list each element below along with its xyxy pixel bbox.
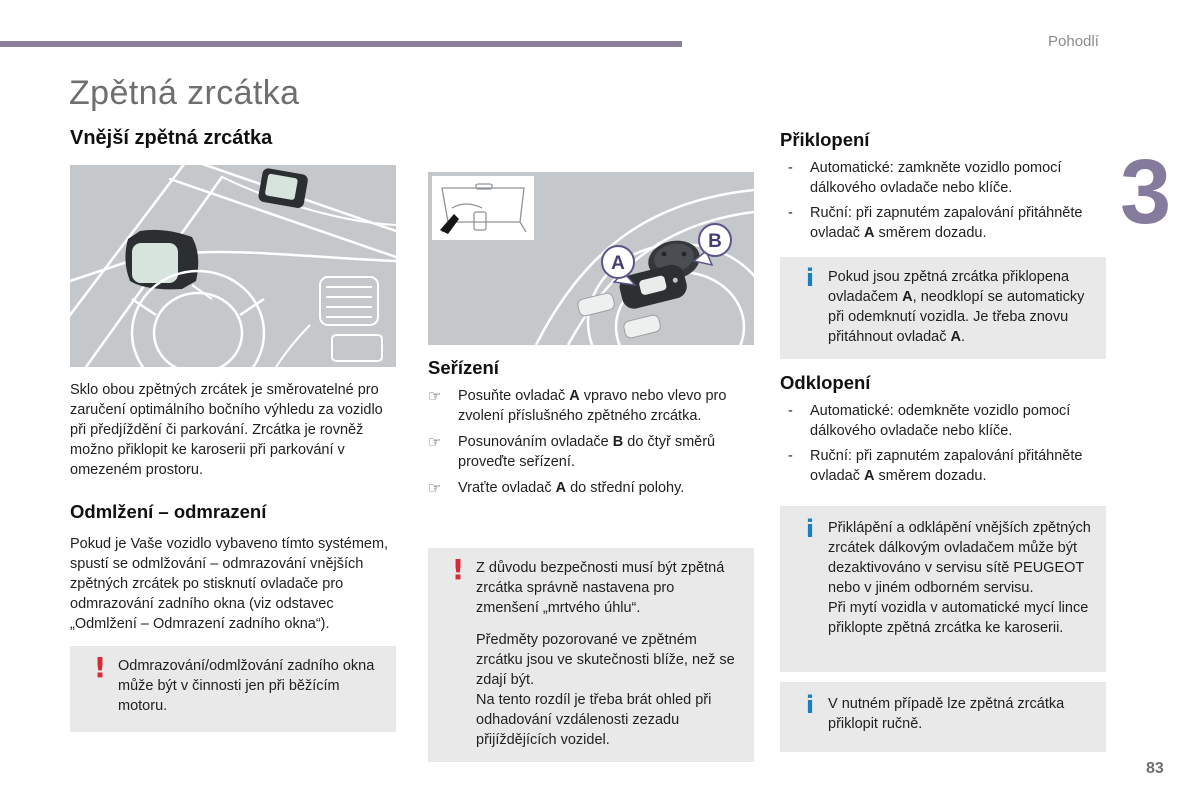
list-item: - Ruční: při zapnutém zapalování přitáhněte ovladač A směrem dozadu.: [780, 203, 1106, 243]
middle-column: [428, 172, 754, 762]
warning-box-defrost: [70, 646, 396, 732]
car-interior-drawing: [70, 165, 396, 367]
warning-defrost-text: Odmrazování/odmlžování zadního okna může být v činnosti jen při běžícím motoru.: [118, 658, 375, 714]
list-item: - Automatické: zamkněte vozidlo pomocí dálkového ovladače nebo klíče.: [780, 158, 1106, 198]
chapter-number: 3: [1120, 141, 1172, 243]
section-label: Pohodlí: [1048, 33, 1099, 50]
info-box-fold: [780, 257, 1106, 359]
info-fold-text: Pokud jsou zpětná zrcátka přiklopena ovladačem A, neodklopí se automaticky při odemknutí vozidla. Je třeba znovu přitáhnout ovladač A.: [828, 269, 1085, 345]
header-rule: [0, 41, 682, 47]
info-box-deactivation: [780, 506, 1106, 672]
info-icon-wrap: [792, 691, 828, 719]
left-heading: Vnější zpětná zrcátka: [70, 127, 273, 149]
car-interior-illustration: [70, 165, 396, 367]
info-manual-fold-text: V nutném případě lze zpětná zrcátka přiklopit ručně.: [828, 696, 1065, 732]
unfold-heading: Odklopení: [780, 372, 871, 393]
fold-list: [780, 158, 1106, 243]
warning-icon-wrap: [82, 651, 118, 684]
fold-heading: Přiklopení: [780, 129, 870, 150]
unfold-list: [780, 401, 1106, 486]
info-box-manual-fold: [780, 682, 1106, 752]
warning-safety-p3: Na tento rozdíl je třeba brát ohled při odhadování vzdálenosti zezadu přijíždějících vozidel.: [476, 692, 712, 748]
warning-safety-p1: Z důvodu bezpečnosti musí být zpětná zrcátka správně nastavena pro zmenšení „mrtvého úhlu“.: [476, 560, 725, 616]
info-deactivation-p2: Při mytí vozidla v automatické mycí lince přiklopte zpětná zrcátka ke karoserii.: [828, 600, 1089, 636]
dash-bullet: -: [788, 448, 793, 464]
left-paragraph-2: Pokud je Vaše vozidlo vybaveno tímto systémem, spustí se odmlžování – odmrazování vnějších zpětných zrcátek po stisknutí ovladače pro odmrazování zadního okna (viz odstavec „Odmlžení – Odmrazení zadního okna“).: [70, 536, 389, 632]
left-column: [70, 128, 396, 732]
list-item: - Automatické: odemkněte vozidlo pomocí dálkového ovladače nebo klíče.: [780, 401, 1106, 441]
info-deactivation-p1: Přiklápění a odklápění vnějších zpětných zrcátek dálkovým ovladačem může být dezaktivováno v servisu sítě PEUGEOT nebo v jiném odborném servisu.: [828, 520, 1091, 596]
warning-box-safety: [428, 548, 754, 762]
adjustment-heading: Seřízení: [428, 357, 499, 378]
dashboard-inset: [432, 176, 534, 240]
adjustment-steps: [428, 386, 754, 498]
hand-icon: ☞: [428, 387, 442, 405]
warning-icon: !: [451, 553, 465, 586]
mirror-control-illustration: [428, 172, 754, 345]
page-number: 83: [1146, 760, 1164, 777]
warning-icon-wrap: [440, 553, 476, 586]
info-icon-wrap: [792, 515, 828, 543]
info-icon-wrap: [792, 264, 828, 292]
warning-safety-p2: Předměty pozorované ve zpětném zrcátku jsou ve skutečnosti blíže, než se zdají být.: [476, 632, 735, 688]
left-subheading: Odmlžení – odmrazení: [70, 501, 267, 522]
warning-icon: !: [93, 651, 107, 684]
list-item: - Ruční: při zapnutém zapalování přitáhněte ovladač A směrem dozadu.: [780, 446, 1106, 486]
dash-bullet: -: [788, 205, 793, 221]
dash-bullet: -: [788, 160, 793, 176]
hand-icon: ☞: [428, 433, 442, 451]
list-item: ☞ Posunováním ovladače B do čtyř směrů proveďte seřízení.: [428, 433, 716, 470]
mirror-control-drawing: [428, 172, 754, 345]
info-icon: i: [805, 264, 815, 292]
svg-text:A: A: [611, 253, 625, 274]
right-column: [780, 130, 1106, 752]
svg-text:B: B: [708, 231, 722, 252]
info-icon: i: [805, 691, 815, 719]
list-item: ☞ Vraťte ovladač A do střední polohy.: [428, 479, 685, 497]
hand-icon: ☞: [428, 479, 442, 497]
info-icon: i: [805, 515, 815, 543]
left-paragraph-1: Sklo obou zpětných zrcátek je směrovatelné pro zaručení optimálního bočního výhledu za vozidlo při předjíždění či parkování. Zrcátka je rovněž možno přiklopit ke karoserii při parkování v omezeném prostoru.: [70, 382, 383, 478]
page-title: Zpětná zrcátka: [69, 74, 300, 112]
dash-bullet: -: [788, 403, 793, 419]
list-item: ☞ Posuňte ovladač A vpravo nebo vlevo pro zvolení příslušného zpětného zrcátka.: [428, 387, 727, 424]
